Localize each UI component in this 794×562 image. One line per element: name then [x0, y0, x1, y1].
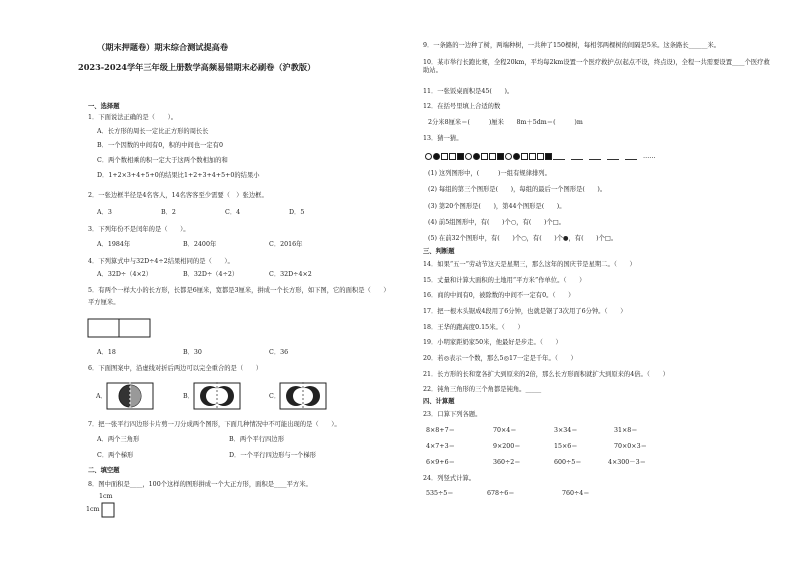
oral-item: 4×7+3＝	[426, 443, 455, 450]
figure-8-left-label: 1cm	[86, 506, 100, 513]
section-heading-calc: 四、计算题	[423, 398, 455, 405]
question-4: 4．下列算式中与32D÷4÷2结果相同的是（ ）。	[88, 258, 234, 265]
empty-circle-icon	[425, 153, 432, 160]
question-12: 12．在括号里填上合适的数	[423, 103, 501, 110]
ellipsis: ……	[643, 153, 656, 160]
answer-blank	[571, 153, 583, 160]
option-6b-figure	[193, 382, 241, 410]
oral-item: 70×4＝	[493, 427, 517, 434]
oral-item: 6×9+6＝	[426, 459, 455, 466]
two-rectangles-figure	[87, 318, 151, 338]
empty-square-icon	[521, 153, 528, 160]
oral-item: 4×300－3＝	[608, 459, 646, 466]
option-4a: A．32D÷（4×2）	[97, 271, 153, 278]
question-16: 16．商的中间有0，被除数的中间不一定有0。（ ）	[423, 292, 575, 299]
option-6a-figure	[106, 382, 154, 410]
filled-circle-icon	[513, 153, 520, 160]
answer-blank	[625, 153, 637, 160]
vertical-calc-item: 535÷5＝	[426, 490, 454, 497]
option-4c: C．32D÷4×2	[269, 271, 312, 278]
filled-square-icon	[545, 153, 552, 160]
oral-item: 600÷5＝	[554, 459, 582, 466]
question-22: 22．钝角三角形的三个角都是钝角。_____	[423, 386, 542, 393]
question-5: 5．有两个一样大小的长方形，长都是6厘米，宽都是3厘米，拼成一个长方形，如下图，它的面积是（ ）	[88, 287, 390, 294]
question-15: 15．丈量和计算大面积的土地用“平方米”作单位。（ ）	[423, 277, 586, 284]
question-21: 21．长方形的长和宽各扩大到原来的2倍，那么长方形面积就扩大到原来的4倍。（ ）	[423, 371, 669, 378]
oral-item: 360÷2＝	[493, 459, 521, 466]
question-19: 19．小明家距奶家50米，他最好是步走。（ ）	[423, 339, 562, 346]
question-23: 23．口算下列各题。	[423, 411, 482, 418]
answer-blank	[553, 153, 565, 160]
option-7b: B．两个平行四边形	[229, 436, 285, 443]
oral-item: 9×200＝	[493, 443, 521, 450]
empty-circle-icon	[505, 153, 512, 160]
oral-item: 3×34＝	[554, 427, 578, 434]
question-12-items: 2分米8厘米＝( )厘米 8m＋5dm＝( )m	[428, 119, 583, 126]
option-2b: B．2	[161, 209, 176, 216]
option-6c-label: C．	[269, 393, 281, 400]
question-1: 1．下面说法正确的是（ ）。	[88, 114, 178, 121]
oral-item: 31×8＝	[614, 427, 638, 434]
empty-square-icon	[481, 153, 488, 160]
answer-blank	[607, 153, 619, 160]
empty-square-icon	[529, 153, 536, 160]
exam-title: （期末押题卷）期末综合测试提高卷	[97, 42, 229, 52]
question-8: 8．图中面积是____，100个这样的图形拼成一个大正方形，面积是____平方米。	[88, 481, 312, 488]
option-7d: D．一个平行四边形与一个梯形	[229, 452, 316, 459]
option-4b: B．32D÷（4÷2）	[183, 271, 239, 278]
question-17: 17．把一根木头锯成4段用了6分钟，也就是锯了3次用了6分钟。（ ）	[423, 308, 627, 315]
option-3a: A．1984年	[97, 241, 131, 248]
filled-circle-icon	[473, 153, 480, 160]
option-3c: C．2016年	[269, 241, 303, 248]
question-3: 3．下列年份不是闰年的是（ ）。	[88, 226, 190, 233]
option-7c: C．两个梯形	[97, 452, 134, 459]
shape-sequence	[425, 153, 656, 161]
option-5a: A．18	[97, 349, 116, 356]
section-heading-fill: 二、填空题	[88, 467, 120, 474]
question-5-cont: 平方厘米。	[88, 299, 120, 306]
vertical-calc-item: 678÷6＝	[487, 490, 515, 497]
filled-circle-icon	[433, 153, 440, 160]
question-6: 6．下面图案中，沿虚线对折后两边可以完全重合的是（ ）	[88, 365, 263, 372]
option-1c: C．两个数相乘的积一定大于这两个数相加的和	[97, 157, 228, 164]
unit-square-figure	[101, 502, 115, 518]
option-6a-label: A．	[96, 393, 107, 400]
empty-square-icon	[441, 153, 448, 160]
empty-circle-icon	[465, 153, 472, 160]
oral-item: 8×8+7＝	[426, 427, 455, 434]
question-18: 18．王华的跑高度0.15米。（ ）	[423, 324, 524, 331]
option-6b-label: B．	[183, 393, 194, 400]
oral-item: 15×6＝	[554, 443, 578, 450]
vertical-calc-item: 760÷4＝	[562, 490, 590, 497]
question-13-3: (3) 第20个图形是( )，第44个图形是( )。	[428, 203, 566, 210]
empty-square-icon	[489, 153, 496, 160]
option-5b: B．30	[183, 349, 202, 356]
figure-8-top-label: 1cm	[99, 493, 113, 500]
oral-item: 70×0×3＝	[614, 443, 647, 450]
section-heading-choice: 一、选择题	[88, 103, 120, 110]
option-5c: C．36	[269, 349, 289, 356]
question-9: 9．一条路的一边种了树，两端种树，一共种了150棵树，每相邻两棵树的间隔是5米。这条路长______米。	[423, 42, 721, 49]
question-13-1: (1) 这列图形中，( )一组有规律排列。	[428, 170, 551, 177]
filled-square-icon	[457, 153, 464, 160]
option-2a: A．3	[97, 209, 112, 216]
question-7: 7．把一张平行四边形卡片剪一刀分成两个图形，下面几种情况中不可能出现的是（ ）。	[88, 421, 341, 428]
option-2c: C．4	[225, 209, 241, 216]
question-24: 24．列竖式计算。	[423, 475, 476, 482]
question-10: 10．某市举行长跑比赛，全程20km，平均每2km设置一个医疗救护点(起点不设，终点设)，全程一共需要设置____个医疗救助站。	[423, 59, 770, 74]
question-20: 20．若◎表示一个数，那么5◎17一定是千年。（ ）	[423, 355, 577, 362]
option-6c-figure	[279, 382, 327, 410]
option-1b: B．一个因数的中间有0，积的中间也一定有0	[97, 142, 223, 149]
answer-blank	[589, 153, 601, 160]
option-7a: A．两个三角形	[97, 436, 140, 443]
empty-square-icon	[537, 153, 544, 160]
empty-square-icon	[449, 153, 456, 160]
question-14: 14．如果“五一”劳动节这天是星期三，那么这年的国庆节是星期二。（ ）	[423, 261, 636, 268]
question-13: 13．猜一猜。	[423, 135, 463, 142]
option-1a: A．长方形的周长一定比正方形的周长长	[97, 128, 209, 135]
question-13-4: (4) 前5组图形中，有( )个○，有( )个□。	[428, 219, 565, 226]
section-heading-judge: 三、判断题	[423, 248, 455, 255]
exam-subtitle: 2023-2024学年三年级上册数学高频易错期末必刷卷（沪教版）	[78, 62, 316, 72]
option-1d: D．1+2×3+4+5+0的结果比1+2+3+4+5+0的结果小	[97, 172, 260, 179]
question-11: 11．一张饭桌面积是45( )。	[423, 88, 514, 95]
filled-square-icon	[497, 153, 504, 160]
question-13-5: (5) 在前32个图形中，有( )个○，有( )个●，有( )个□。	[428, 235, 618, 242]
question-2: 2．一张边框半径是4名客人，14名客客至少需要（ ）张边框。	[88, 192, 268, 199]
question-13-2: (2) 每组的第三个图形是( )，每组的最后一个图形是( )。	[428, 186, 607, 193]
option-2d: D．5	[289, 209, 305, 216]
option-3b: B．2400年	[183, 241, 217, 248]
